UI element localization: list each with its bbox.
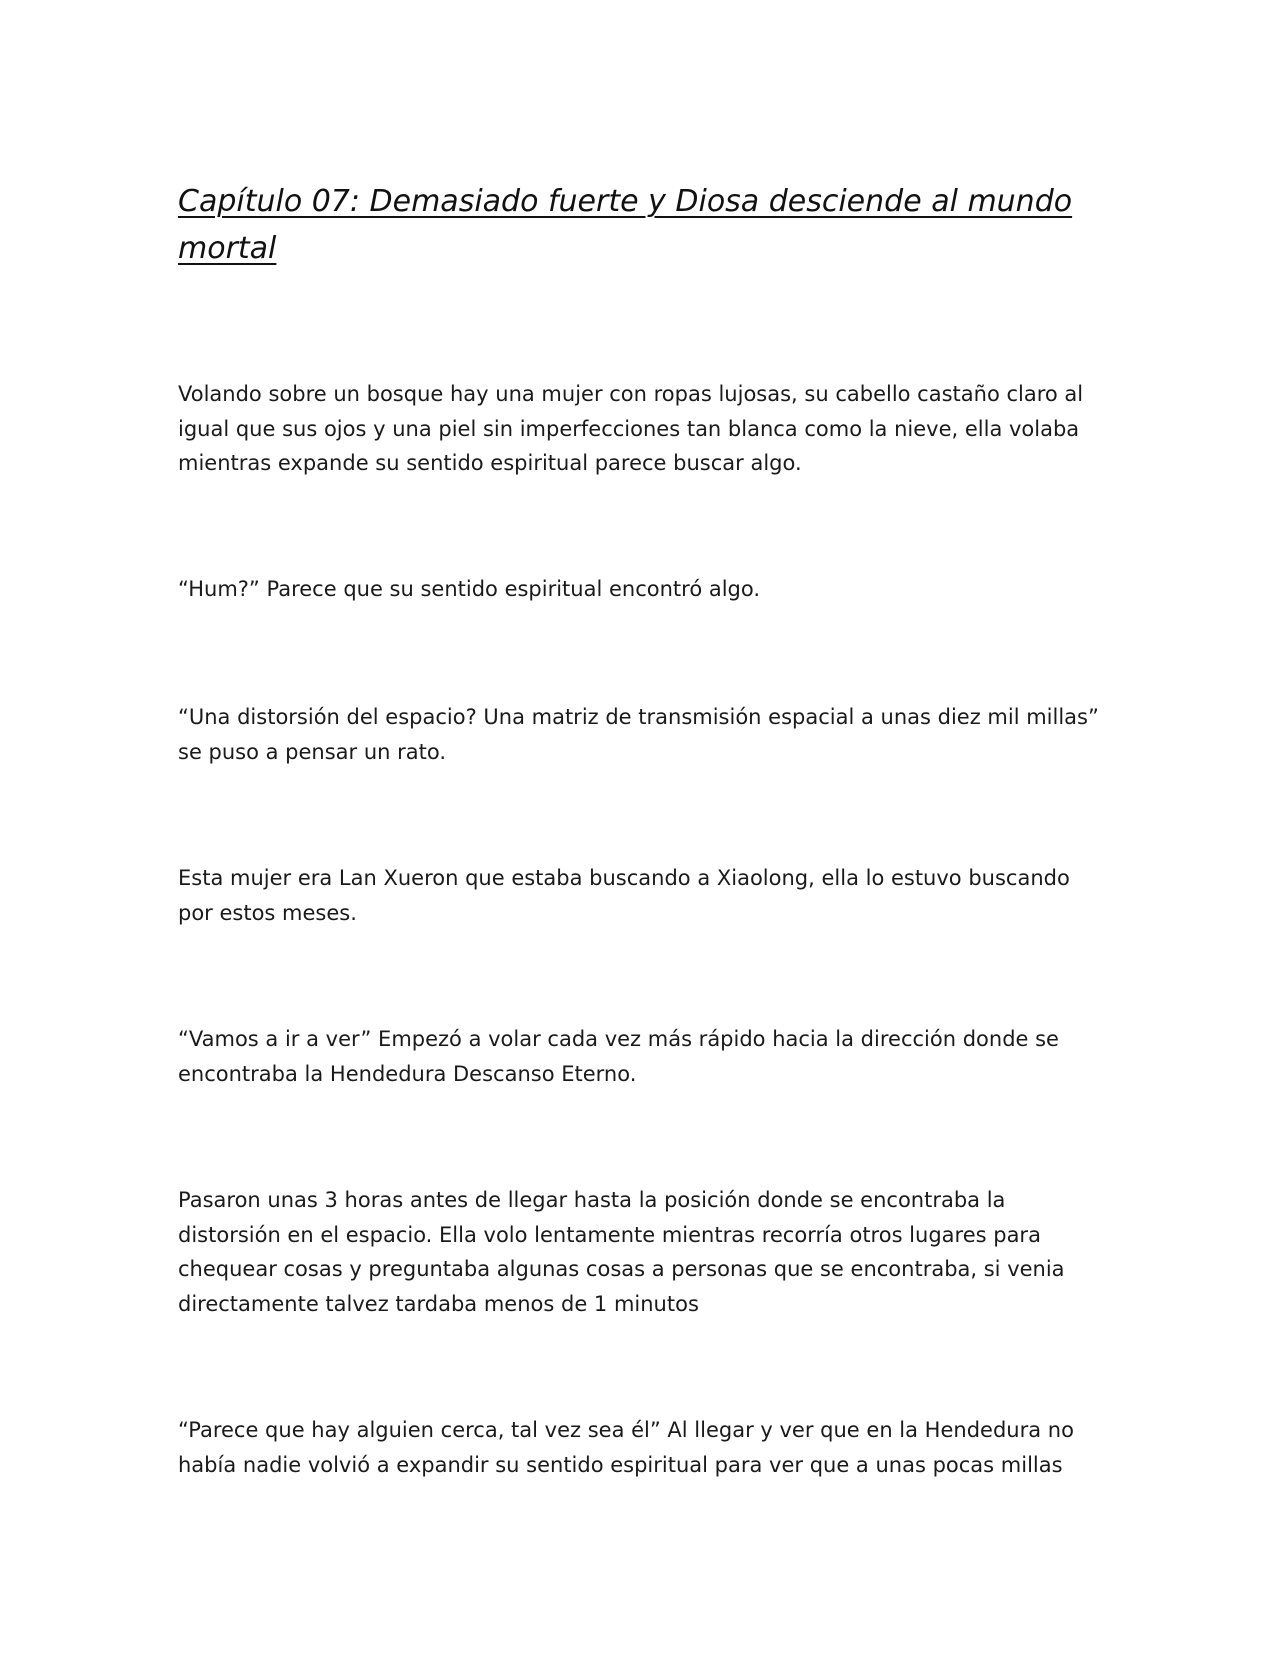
paragraph-4: Esta mujer era Lan Xueron que estaba buscando a Xiaolong, ella lo estuvo buscando por estos meses. bbox=[178, 866, 1070, 925]
paragraph-1: Volando sobre un bosque hay una mujer con ropas lujosas, su cabello castaño claro al igual que sus ojos y una piel sin imperfecciones tan blanca como la nieve, ella volaba mientras expande su sentido espiritual parece buscar algo. bbox=[178, 382, 1084, 475]
paragraph-2: “Hum?” Parece que su sentido espiritual encontró algo. bbox=[178, 577, 761, 601]
paragraph-3: “Una distorsión del espacio? Una matriz de transmisión espacial a unas diez mil millas” se puso a pensar un rato. bbox=[178, 705, 1099, 764]
paragraph-6: Pasaron unas 3 horas antes de llegar hasta la posición donde se encontraba la distorsión en el espacio. Ella volo lentamente mientras recorría otros lugares para chequear cosas y preguntaba algunas cosas a personas que se encontraba, si venia directamente talvez tardaba menos de 1 minutos bbox=[178, 1188, 1065, 1316]
paragraph-7: “Parece que hay alguien cerca, tal vez sea él” Al llegar y ver que en la Hendedura no había nadie volvió a expandir su sentido espiritual para ver que a unas pocas millas bbox=[178, 1418, 1074, 1477]
paragraph-5: “Vamos a ir a ver” Empezó a volar cada vez más rápido hacia la dirección donde se encontraba la Hendedura Descanso Eterno. bbox=[178, 1027, 1059, 1086]
chapter-title: Capítulo 07: Demasiado fuerte y Diosa desciende al mundo mortal bbox=[178, 184, 1073, 266]
